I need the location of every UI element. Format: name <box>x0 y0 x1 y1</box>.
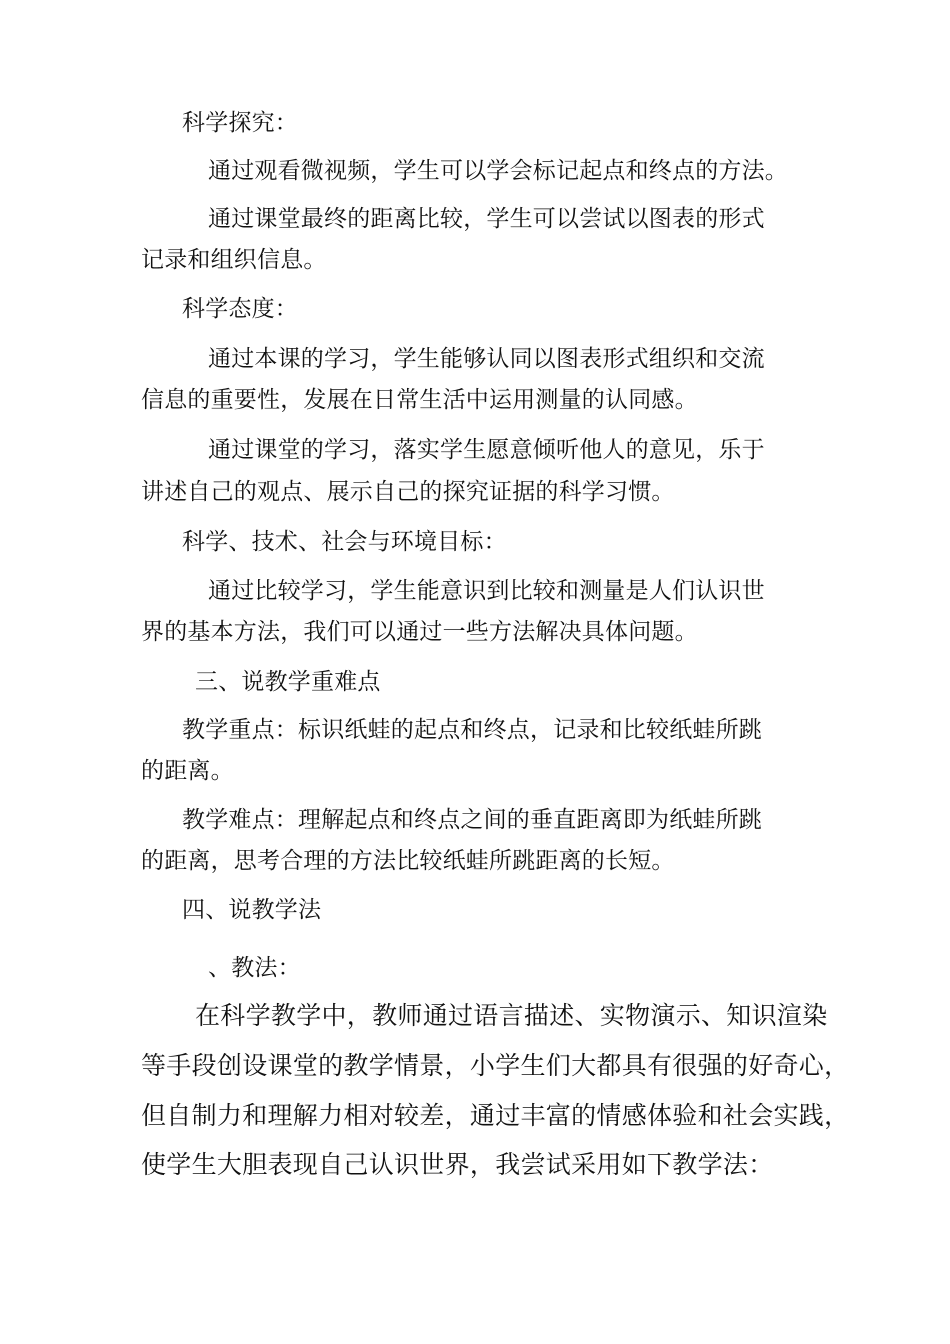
paragraph-line: 教学重点：标识纸蛙的起点和终点，记录和比较纸蛙所跳 <box>182 717 762 743</box>
paragraph-line: 信息的重要性，发展在日常生活中运用测量的认同感。 <box>141 387 698 413</box>
paragraph-line: 通过本课的学习，学生能够认同以图表形式组织和交流 <box>208 346 765 372</box>
paragraph-line: 讲述自己的观点、展示自己的探究证据的科学习惯。 <box>141 479 675 505</box>
heading-stse-goals: 科学、技术、社会与环境目标： <box>182 529 507 555</box>
paragraph-line: 教学难点：理解起点和终点之间的垂直距离即为纸蛙所跳 <box>182 807 762 833</box>
section-heading-teaching-key-points: 三、说教学重难点 <box>195 669 381 695</box>
paragraph-line: 等手段创设课堂的教学情景，小学生们大都具有很强的好奇心， <box>141 1051 850 1080</box>
paragraph-line: 通过课堂的学习，落实学生愿意倾听他人的意见，乐于 <box>208 437 765 463</box>
subheading-teaching-method: 、教法： <box>208 955 301 981</box>
paragraph-line: 通过比较学习，学生能意识到比较和测量是人们认识世 <box>208 578 765 604</box>
heading-science-inquiry: 科学探究： <box>182 110 298 136</box>
paragraph-line: 通过观看微视频，学生可以学会标记起点和终点的方法。 <box>208 158 788 184</box>
paragraph-line: 通过课堂最终的距离比较，学生可以尝试以图表的形式 <box>208 206 765 232</box>
paragraph-line: 在科学教学中，教师通过语言描述、实物演示、知识渲染 <box>195 1001 828 1030</box>
paragraph-line: 记录和组织信息。 <box>141 247 327 273</box>
paragraph-line: 使学生大胆表现自己认识世界，我尝试采用如下教学法： <box>141 1150 774 1179</box>
paragraph-line: 的距离，思考合理的方法比较纸蛙所跳距离的长短。 <box>141 848 675 874</box>
paragraph-line: 但自制力和理解力相对较差，通过丰富的情感体验和社会实践， <box>141 1101 850 1130</box>
paragraph-line: 的距离。 <box>141 758 234 784</box>
heading-science-attitude: 科学态度： <box>182 296 298 322</box>
paragraph-line: 界的基本方法，我们可以通过一些方法解决具体问题。 <box>141 619 698 645</box>
section-heading-teaching-methods: 四、说教学法 <box>182 897 322 923</box>
